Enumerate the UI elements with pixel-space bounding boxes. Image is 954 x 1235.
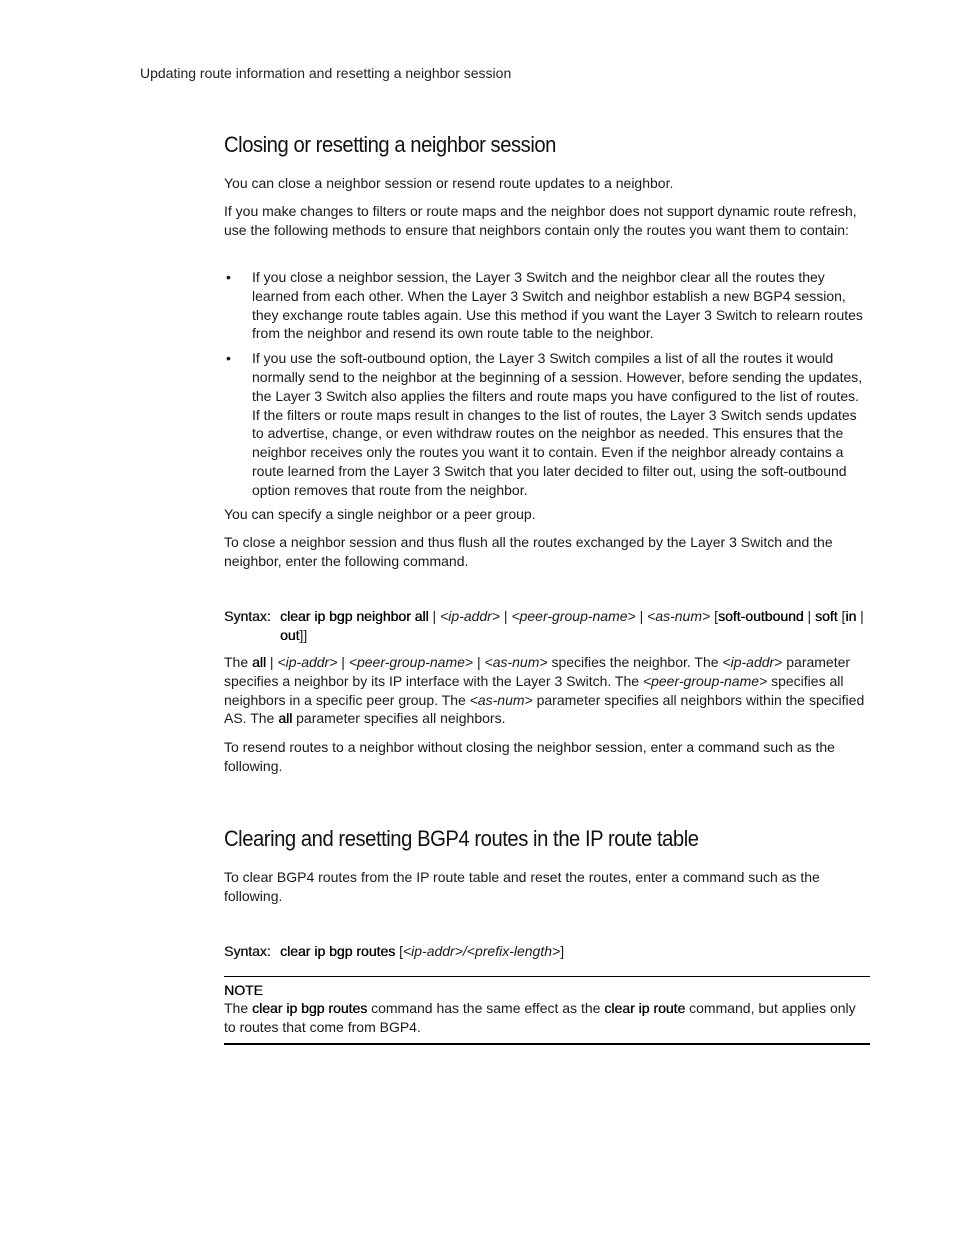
- section1-intro: [224, 174, 870, 193]
- section1-methods-paragraph: [224, 202, 870, 240]
- syntax-label: Syntax:: [224, 943, 271, 959]
- paragraph: You can close a neighbor session or resend route updates to a neighbor.: [224, 175, 674, 191]
- text: specifies all neighbors in a specific peer group. The: [224, 672, 844, 708]
- separator: |: [428, 608, 441, 624]
- paragraph: To close a neighbor session and thus flush all the routes exchanged by the Layer 3 Switch and the neighbor, enter the following command.: [224, 534, 833, 569]
- section-closing-resetting: [224, 132, 870, 158]
- param-ip-addr: <ip-addr>: [277, 654, 338, 670]
- keyword-soft: soft: [815, 608, 838, 624]
- text: |: [337, 654, 349, 670]
- section1-close-paragraph: [224, 533, 870, 571]
- bracket: [: [710, 608, 718, 624]
- syntax-block: [224, 942, 870, 961]
- param-ip-prefix: <ip-addr>/<prefix-length>: [402, 943, 561, 959]
- keyword-in: in: [845, 608, 857, 624]
- text: command has the same effect as the: [367, 1000, 605, 1016]
- keyword-all: all: [252, 654, 267, 670]
- param-as-num: <as-num>: [484, 654, 548, 670]
- note-box: [224, 976, 870, 1045]
- param-as-num: <as-num>: [469, 691, 533, 708]
- bullet-icon: •: [226, 269, 231, 285]
- text: parameter specifies all neighbors within the specified AS. The: [224, 691, 865, 727]
- syntax-label: Syntax:: [224, 608, 271, 624]
- paragraph: To resend routes to a neighbor without closing the neighbor session, enter a command such as the following.: [224, 739, 835, 774]
- text: command, but applies only to routes that come from BGP4.: [224, 1000, 856, 1035]
- separator: |: [856, 608, 864, 624]
- param-peer-group-name: <peer-group-name>: [348, 654, 474, 670]
- running-header: Updating route information and resetting a neighbor session: [140, 65, 512, 81]
- paragraph: [224, 653, 870, 728]
- text: parameter specifies a neighbor by its IP interface with the Layer 3 Switch. The: [224, 654, 851, 689]
- section-heading: Clearing and resetting BGP4 routes in the IP route table: [224, 826, 699, 851]
- param-as-num: <as-num>: [647, 608, 711, 624]
- section1-specify-paragraph: [224, 505, 870, 524]
- section-clearing-bgp4-routes: [224, 826, 870, 852]
- bracket: ]]: [299, 626, 308, 643]
- text: The: [224, 1000, 253, 1016]
- section1-resend-paragraph: [224, 738, 870, 776]
- bracket: [: [395, 943, 403, 959]
- note-label: NOTE: [224, 982, 263, 998]
- note-text: [224, 999, 870, 1037]
- paragraph: To clear BGP4 routes from the IP route table and reset the routes, enter a command such as the following.: [224, 869, 820, 904]
- list-item-text: If you close a neighbor session, the Layer 3 Switch and the neighbor clear all the routes they learned from each other. When the Layer 3 Switch and neighbor establish a new BGP4 session, they exchange route tables again. Use this method if you want the Layer 3 Switch to relearn routes from the neighbor and resend its own route table to the neighbor.: [252, 269, 863, 342]
- bullet-list: [224, 268, 870, 500]
- section-heading: Closing or resetting a neighbor session: [224, 132, 556, 157]
- list-item: [224, 349, 870, 499]
- text: parameter specifies all neighbors.: [292, 710, 506, 727]
- separator: |: [635, 608, 648, 624]
- separator: |: [500, 608, 512, 624]
- text: The: [224, 654, 253, 670]
- list-item-text: If you use the soft-outbound option, the Layer 3 Switch compiles a list of all the routes it would normally send to the neighbor at the beginning of a session. However, before sending the updates, the Layer 3 Switch also applies the filters and route maps you have configured to the list of routes. If the filters or route maps result in changes to the list of routes, the Layer 3 Switch sends updates to advertise, change, or even withdraw routes on the neighbor as needed. This ensures that the neighbor receives only the routes you want it to contain. Even if the neighbor already contains a route learned from the Layer 3 Switch that you later decided to filter out, using the soft-outbound option removes that route from the neighbor.: [252, 350, 863, 498]
- keyword-soft-outbound: soft-outbound: [717, 608, 804, 624]
- separator: |: [803, 608, 816, 624]
- syntax-command: [280, 942, 870, 961]
- command-keyword: clear ip route: [604, 1000, 686, 1016]
- section1-param-paragraph: [224, 653, 870, 728]
- param-ip-addr: <ip-addr>: [440, 608, 501, 624]
- keyword-out: out: [280, 626, 300, 643]
- text: |: [266, 654, 278, 670]
- syntax-command: [280, 607, 870, 645]
- text: |: [473, 654, 485, 670]
- bracket: ]: [560, 943, 565, 959]
- bullet-icon: •: [226, 350, 231, 367]
- section2-intro: [224, 868, 870, 906]
- param-peer-group-name: <peer-group-name>: [511, 608, 636, 624]
- command-keyword: clear ip bgp routes: [252, 1000, 368, 1016]
- text: specifies the neighbor. The: [547, 654, 723, 670]
- paragraph: You can specify a single neighbor or a peer group.: [224, 506, 536, 522]
- command-keyword: clear ip bgp routes: [280, 943, 396, 959]
- paragraph: If you make changes to filters or route maps and the neighbor does not support dynamic route refresh, use the following methods to ensure that neighbors contain only the routes you want them to contain:: [224, 203, 857, 238]
- keyword-all: all: [278, 710, 293, 727]
- param-peer-group-name: <peer-group-name>: [642, 672, 768, 689]
- command-keyword: clear ip bgp neighbor all: [280, 608, 429, 624]
- list-item: [224, 268, 870, 343]
- param-ip-addr: <ip-addr>: [722, 654, 783, 670]
- syntax-block: [224, 607, 870, 645]
- bracket: [: [837, 608, 846, 624]
